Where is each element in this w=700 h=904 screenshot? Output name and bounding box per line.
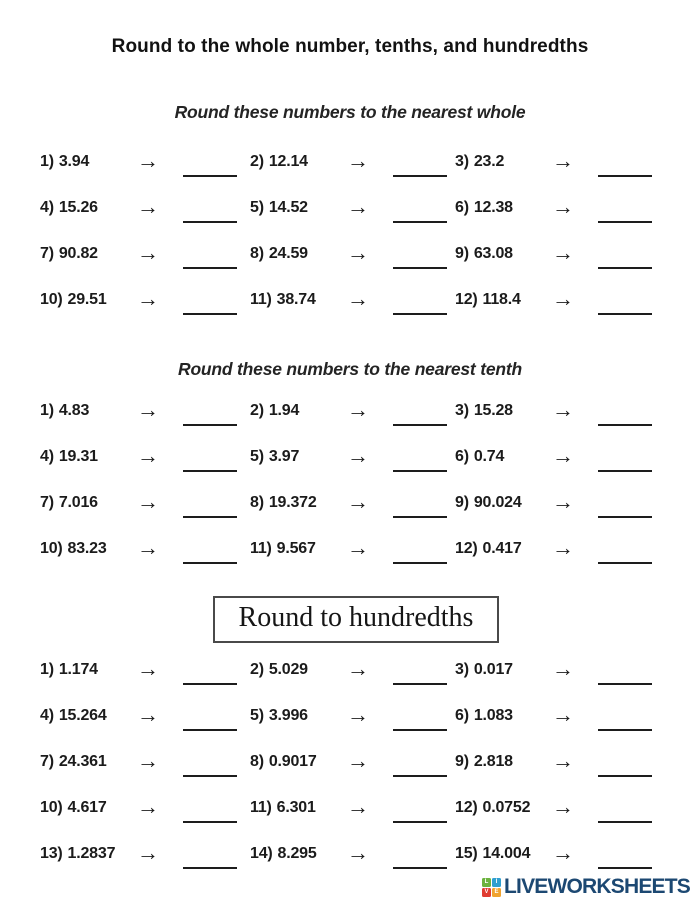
problem-label [40,845,137,863]
right-arrow-icon: → [347,794,369,819]
problem-label [455,291,552,309]
problem-number: 3) [455,153,469,170]
right-arrow-icon: → [347,535,369,560]
problem-value: 4.617 [67,799,107,816]
problem-value: 38.74 [276,291,316,308]
right-arrow-icon: → [552,748,574,773]
problem-label [250,661,347,679]
answer-blank[interactable] [598,408,652,426]
problem-number: 1) [40,153,54,170]
answer-blank[interactable] [598,805,652,823]
problem-number: 8) [250,494,264,511]
problem-item [40,388,250,434]
problem-label [455,707,552,725]
problem-label [455,540,552,558]
problem-value: 1.083 [473,707,513,724]
problem-value: 83.23 [67,540,107,557]
right-arrow-icon: → [137,286,159,311]
problem-label [455,753,552,771]
problem-number: 12) [455,799,478,816]
problem-label [455,199,552,217]
right-arrow-icon: → [552,535,574,560]
problem-item [40,831,250,877]
right-arrow-icon: → [347,840,369,865]
answer-blank[interactable] [393,454,447,472]
problem-label [455,245,552,263]
liveworksheets-logo[interactable] [482,875,690,899]
answer-blank[interactable] [598,546,652,564]
logo-square-v: V [482,888,491,897]
problem-value: 12.38 [473,199,513,216]
problem-number: 4) [40,448,54,465]
problem-number: 5) [250,199,264,216]
problem-label [455,845,552,863]
answer-blank[interactable] [183,667,237,685]
problem-item [455,434,690,480]
problem-value: 19.31 [58,448,98,465]
problem-item [455,739,690,785]
problem-label [250,753,347,771]
problem-number: 10) [40,799,63,816]
answer-blank[interactable] [393,500,447,518]
problem-value: 118.4 [482,291,521,308]
answer-blank[interactable] [598,297,652,315]
answer-blank[interactable] [393,251,447,269]
problem-number: 8) [250,245,264,262]
problem-value: 6.301 [276,799,316,816]
answer-blank[interactable] [183,713,237,731]
problem-number: 11) [250,799,272,816]
right-arrow-icon: → [552,702,574,727]
problem-item [455,693,690,739]
problem-label [40,199,137,217]
right-arrow-icon: → [347,148,369,173]
problem-item [40,693,250,739]
problem-number: 7) [40,753,54,770]
answer-blank[interactable] [393,667,447,685]
problem-number: 15) [455,845,478,862]
problem-item [40,277,250,323]
right-arrow-icon: → [552,840,574,865]
problem-item [250,185,455,231]
problem-label [455,402,552,420]
problem-number: 12) [455,291,478,308]
right-arrow-icon: → [552,240,574,265]
problem-label [250,245,347,263]
answer-blank[interactable] [183,408,237,426]
problem-label [40,245,137,263]
problem-number: 6) [455,448,469,465]
problem-number: 2) [250,402,264,419]
problem-item [250,647,455,693]
problem-number: 2) [250,661,264,678]
problem-label [250,845,347,863]
problem-value: 5.029 [268,661,308,678]
problem-label [40,153,137,171]
problem-item [455,231,690,277]
right-arrow-icon: → [137,840,159,865]
problem-item [250,739,455,785]
answer-blank[interactable] [598,713,652,731]
problem-number: 12) [455,540,478,557]
problem-value: 14.004 [482,845,531,862]
problem-number: 13) [40,845,63,862]
problem-label [250,799,347,817]
right-arrow-icon: → [552,489,574,514]
problem-item [455,526,690,572]
answer-blank[interactable] [393,851,447,869]
right-arrow-icon: → [137,397,159,422]
problem-number: 10) [40,540,63,557]
section-nearest-tenth [0,359,700,572]
problem-item [40,139,250,185]
answer-blank[interactable] [183,297,237,315]
problem-value: 12.14 [268,153,308,170]
problem-value: 3.94 [58,153,90,170]
right-arrow-icon: → [137,702,159,727]
section-heading-nearest-tenth: Round these numbers to the nearest tenth [178,359,522,379]
right-arrow-icon: → [137,489,159,514]
problem-value: 90.82 [58,245,98,262]
problem-value: 0.017 [473,661,513,678]
right-arrow-icon: → [347,397,369,422]
answer-blank[interactable] [183,205,237,223]
problem-value: 0.9017 [268,753,317,770]
answer-blank[interactable] [393,408,447,426]
logo-square-e: E [492,888,501,897]
problem-value: 3.97 [268,448,300,465]
problem-label [40,753,137,771]
right-arrow-icon: → [347,748,369,773]
problem-number: 5) [250,707,264,724]
right-arrow-icon: → [137,535,159,560]
right-arrow-icon: → [137,240,159,265]
problem-item [455,277,690,323]
problem-value: 24.59 [268,245,308,262]
problem-number: 8) [250,753,264,770]
problem-value: 0.417 [482,540,522,557]
liveworksheets-squares-icon [482,878,501,897]
right-arrow-icon: → [137,148,159,173]
problem-value: 63.08 [473,245,513,262]
answer-blank[interactable] [598,851,652,869]
problem-item [250,434,455,480]
problem-number: 5) [250,448,264,465]
problem-label [250,402,347,420]
problem-item [40,785,250,831]
page-title: Round to the whole number, tenths, and hundredths [111,36,589,57]
problem-number: 2) [250,153,264,170]
problems-grid-nearest-whole [0,139,700,323]
problem-number: 1) [40,402,54,419]
problem-value: 1.174 [58,661,98,678]
right-arrow-icon: → [137,656,159,681]
problem-label [250,494,347,512]
right-arrow-icon: → [347,443,369,468]
answer-blank[interactable] [598,251,652,269]
problem-number: 7) [40,245,54,262]
right-arrow-icon: → [552,794,574,819]
problem-label [40,661,137,679]
problem-label [250,540,347,558]
problem-item [250,231,455,277]
answer-blank[interactable] [183,851,237,869]
problem-item [250,277,455,323]
problem-label [250,707,347,725]
problem-label [40,494,137,512]
problem-value: 24.361 [58,753,107,770]
problem-item [455,185,690,231]
section-nearest-whole [0,102,700,323]
logo-square-i: I [492,878,501,887]
problem-label [40,799,137,817]
problem-label [455,494,552,512]
problem-value: 90.024 [473,494,522,511]
answer-blank[interactable] [183,251,237,269]
problem-number: 4) [40,707,54,724]
problem-label [250,448,347,466]
problem-value: 7.016 [58,494,98,511]
problem-label [455,448,552,466]
answer-blank[interactable] [598,759,652,777]
problem-value: 15.264 [58,707,107,724]
problem-value: 23.2 [473,153,505,170]
answer-blank[interactable] [183,454,237,472]
problem-value: 1.94 [268,402,300,419]
answer-blank[interactable] [183,546,237,564]
problem-value: 15.26 [58,199,98,216]
answer-blank[interactable] [393,713,447,731]
problem-number: 9) [455,494,469,511]
answer-blank[interactable] [393,546,447,564]
problem-item [250,831,455,877]
section-hundredths [0,596,700,877]
answer-blank[interactable] [598,159,652,177]
problem-value: 2.818 [473,753,513,770]
right-arrow-icon: → [347,489,369,514]
boxed-heading-wrap [0,596,700,643]
problem-label [40,448,137,466]
problem-label [40,291,137,309]
problem-number: 9) [455,753,469,770]
problem-item [250,480,455,526]
problem-item [250,388,455,434]
problem-item [455,480,690,526]
problem-item [40,647,250,693]
problem-label [250,291,347,309]
problem-value: 15.28 [473,402,513,419]
logo-square-l: L [482,878,491,887]
right-arrow-icon: → [347,286,369,311]
problem-number: 10) [40,291,63,308]
problem-item [40,739,250,785]
problem-item [455,139,690,185]
right-arrow-icon: → [347,194,369,219]
problem-number: 3) [455,661,469,678]
right-arrow-icon: → [552,443,574,468]
answer-blank[interactable] [183,500,237,518]
problem-item [455,785,690,831]
problem-item [455,388,690,434]
right-arrow-icon: → [552,397,574,422]
problem-label [40,540,137,558]
problem-label [455,799,552,817]
answer-blank[interactable] [183,759,237,777]
answer-blank[interactable] [598,500,652,518]
right-arrow-icon: → [137,443,159,468]
right-arrow-icon: → [552,656,574,681]
problem-value: 0.0752 [482,799,531,816]
problem-value: 9.567 [276,540,316,557]
right-arrow-icon: → [137,794,159,819]
problem-value: 19.372 [268,494,317,511]
problem-label [40,707,137,725]
problem-number: 4) [40,199,54,216]
problem-number: 6) [455,707,469,724]
problem-item [250,139,455,185]
problem-number: 6) [455,199,469,216]
answer-blank[interactable] [393,297,447,315]
problem-label [250,153,347,171]
problem-number: 1) [40,661,54,678]
right-arrow-icon: → [137,748,159,773]
problems-grid-hundredths [0,647,700,877]
problem-value: 3.996 [268,707,308,724]
problem-label [455,661,552,679]
answer-blank[interactable] [393,159,447,177]
answer-blank[interactable] [183,805,237,823]
answer-blank[interactable] [183,159,237,177]
right-arrow-icon: → [347,702,369,727]
problem-number: 7) [40,494,54,511]
problem-item [40,434,250,480]
problem-item [250,785,455,831]
problems-grid-nearest-tenth [0,388,700,572]
right-arrow-icon: → [552,148,574,173]
problem-value: 1.2837 [67,845,116,862]
problem-item [40,480,250,526]
right-arrow-icon: → [552,194,574,219]
problem-number: 14) [250,845,273,862]
problem-number: 11) [250,540,272,557]
answer-blank[interactable] [393,759,447,777]
problem-label [250,199,347,217]
answer-blank[interactable] [393,205,447,223]
problem-number: 11) [250,291,272,308]
problem-item [455,831,690,877]
problem-number: 3) [455,402,469,419]
problem-item [455,647,690,693]
problem-item [40,526,250,572]
problem-value: 29.51 [67,291,107,308]
right-arrow-icon: → [347,656,369,681]
problem-value: 14.52 [268,199,308,216]
right-arrow-icon: → [137,194,159,219]
answer-blank[interactable] [598,667,652,685]
answer-blank[interactable] [393,805,447,823]
right-arrow-icon: → [552,286,574,311]
problem-item [250,693,455,739]
problem-label [40,402,137,420]
problem-label [455,153,552,171]
liveworksheets-wordmark: LIVEWORKSHEETS [504,875,690,898]
problem-item [40,185,250,231]
answer-blank[interactable] [598,205,652,223]
problem-number: 9) [455,245,469,262]
problem-item [250,526,455,572]
section-heading-nearest-whole: Round these numbers to the nearest whole [174,102,526,122]
problem-value: 4.83 [58,402,90,419]
right-arrow-icon: → [347,240,369,265]
problem-value: 8.295 [277,845,317,862]
problem-item [40,231,250,277]
problem-value: 0.74 [473,448,505,465]
answer-blank[interactable] [598,454,652,472]
section-heading-hundredths: Round to hundredths [213,596,500,643]
